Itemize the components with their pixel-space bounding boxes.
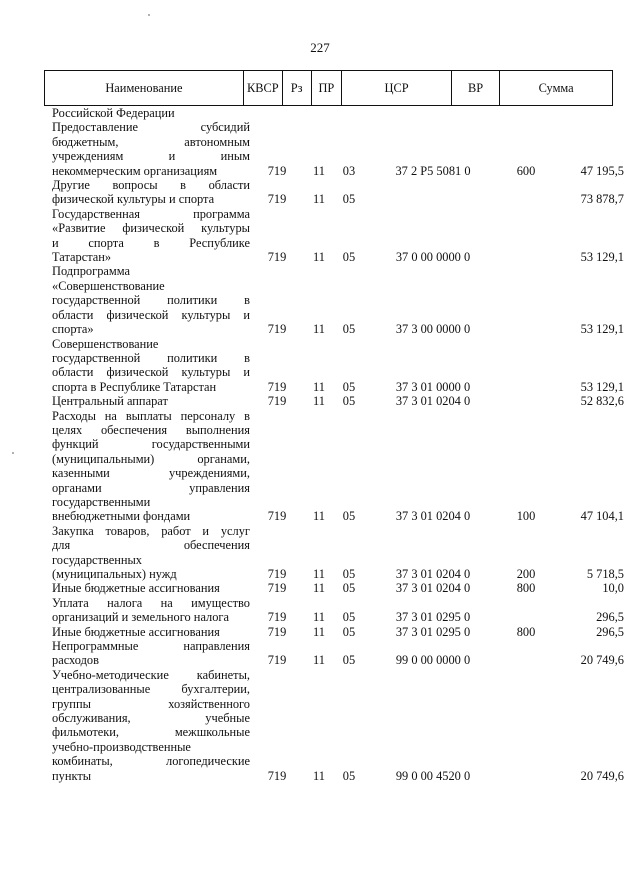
row-name-line: органами управления (52, 480, 250, 495)
row-name (52, 596, 250, 625)
row-csr: 37 3 01 0204 0 (395, 567, 471, 581)
row-pr: 05 (342, 379, 356, 394)
row-name (52, 409, 250, 524)
row-name (52, 207, 250, 265)
row-name-line: (муниципальных) нужд (52, 567, 177, 581)
row-name-line: некоммерческим организациям (52, 163, 218, 178)
row-sum: 5 718,5 (586, 567, 624, 581)
row-rz: 11 (313, 653, 325, 668)
row-rz: 11 (313, 163, 325, 178)
row-rz: 11 (313, 624, 325, 639)
row-name-line: Подпрограмма (52, 264, 130, 279)
row-name (52, 337, 250, 395)
row-name (52, 625, 250, 639)
row-rz: 11 (313, 509, 325, 524)
row-rz: 11 (313, 768, 325, 783)
row-name (52, 668, 250, 783)
row-kvsr: 719 (267, 653, 287, 668)
row-vr: 800 (516, 624, 536, 639)
row-name-line: Уплата налога на имущество (52, 595, 250, 610)
table-row (0, 625, 640, 639)
row-rz: 11 (313, 567, 325, 581)
row-name-line: группы хозяйственного (52, 696, 250, 711)
row-name-line: государственными (52, 494, 151, 509)
row-name-line: функций государственными (52, 437, 250, 452)
row-vr: 600 (516, 163, 536, 178)
row-kvsr: 719 (267, 581, 287, 596)
row-name-line: учебно-производственные (52, 739, 191, 754)
row-rz: 11 (313, 379, 325, 394)
row-name-line: Предоставление субсидий (52, 120, 250, 135)
row-sum: 53 129,1 (580, 322, 624, 337)
row-sum: 20 749,6 (580, 768, 624, 783)
row-name-line: физической культуры и спорта (52, 192, 215, 207)
row-sum: 10,0 (602, 581, 624, 596)
row-name-line: Российской Федерации (52, 106, 175, 120)
row-name-line: области физической культуры и (52, 365, 250, 380)
row-csr: 37 0 00 0000 0 (395, 250, 471, 265)
row-pr: 03 (342, 163, 356, 178)
row-rz: 11 (313, 581, 325, 596)
row-kvsr: 719 (267, 250, 287, 265)
row-name-line: спорта в Республике Татарстан (52, 379, 217, 394)
row-vr: 200 (516, 567, 536, 581)
table-row (0, 106, 640, 120)
header-sum: Сумма (500, 71, 613, 106)
row-name (52, 394, 250, 408)
row-sum: 53 129,1 (580, 250, 624, 265)
row-name (52, 639, 250, 668)
row-name (52, 106, 250, 120)
row-pr: 05 (342, 322, 356, 337)
row-kvsr: 719 (267, 379, 287, 394)
row-csr: 37 2 P5 5081 0 (395, 163, 471, 178)
row-name-line: государственных (52, 552, 143, 567)
table-row (0, 409, 640, 524)
row-name-line: фильмотеки, межшкольные (52, 725, 250, 740)
row-name-line: государственной политики в (52, 293, 250, 308)
header-vr: ВР (451, 71, 499, 106)
page-number: 227 (310, 40, 330, 55)
row-kvsr: 719 (267, 768, 287, 783)
row-name (52, 120, 250, 178)
row-name-line: области физической культуры и (52, 307, 250, 322)
row-name-line: учреждениям и иным (52, 149, 250, 164)
row-name-line: Центральный аппарат (52, 394, 168, 409)
row-name-line: Учебно-методические кабинеты, (52, 667, 250, 682)
row-vr: 800 (516, 581, 536, 596)
table-row (0, 639, 640, 668)
row-name-line: Другие вопросы в области (52, 178, 250, 193)
row-csr: 99 0 00 0000 0 (395, 653, 471, 668)
row-csr: 37 3 01 0295 0 (395, 610, 471, 625)
row-kvsr: 719 (267, 509, 287, 524)
row-pr: 05 (342, 250, 356, 265)
row-sum: 53 129,1 (580, 379, 624, 394)
row-csr: 37 3 01 0204 0 (395, 509, 471, 524)
row-name-line: Иные бюджетные ассигнования (52, 624, 220, 639)
table-row (0, 337, 640, 395)
table-header (44, 70, 613, 106)
row-name-line: пункты (52, 768, 92, 783)
row-pr: 05 (342, 624, 356, 639)
row-rz: 11 (313, 610, 325, 625)
row-pr: 05 (342, 581, 356, 596)
header-rz: Рз (282, 71, 311, 106)
row-name-line: (муниципальными) органами, (52, 451, 250, 466)
table-row (0, 264, 640, 336)
row-name-line: Совершенствование (52, 336, 159, 351)
row-rz: 11 (313, 250, 325, 265)
row-sum: 20 749,6 (580, 653, 624, 668)
table-row (0, 394, 640, 408)
row-csr: 37 3 01 0295 0 (395, 624, 471, 639)
row-rz: 11 (313, 322, 325, 337)
table-row (0, 581, 640, 595)
row-pr: 05 (342, 768, 356, 783)
row-name-line: Закупка товаров, работ и услуг (52, 523, 250, 538)
row-name-line: Татарстан» (52, 250, 112, 265)
row-name-line: обслуживания, учебные (52, 711, 250, 726)
row-name-line: Непрограммные направления (52, 639, 250, 654)
row-name-line: государственной политики в (52, 350, 250, 365)
row-name-line: «Развитие физической культуры (52, 221, 250, 236)
row-name-line: целях обеспечения выполнения (52, 422, 250, 437)
row-csr: 37 3 01 0204 0 (395, 394, 471, 409)
row-pr: 05 (342, 653, 356, 668)
row-name-line: спорта» (52, 322, 94, 337)
row-csr: 37 3 00 0000 0 (395, 322, 471, 337)
row-rz: 11 (313, 192, 325, 207)
row-kvsr: 719 (267, 567, 287, 581)
header-name: Наименование (45, 71, 244, 106)
row-pr: 05 (342, 509, 356, 524)
row-csr: 37 3 01 0204 0 (395, 581, 471, 596)
row-name (52, 264, 250, 336)
table-row (0, 120, 640, 178)
row-name (52, 178, 250, 207)
row-name-line: казенными учреждениями, (52, 466, 250, 481)
row-vr: 100 (516, 509, 536, 524)
row-csr: 37 3 01 0000 0 (395, 379, 471, 394)
row-pr: 05 (342, 567, 356, 581)
row-pr: 05 (342, 610, 356, 625)
row-name-line: расходов (52, 653, 99, 668)
table-row (0, 524, 640, 582)
row-rz: 11 (313, 394, 325, 409)
row-sum: 296,5 (596, 624, 624, 639)
row-pr: 05 (342, 394, 356, 409)
row-name-line: «Совершенствование (52, 278, 165, 293)
row-name-line: Государственная программа (52, 206, 250, 221)
row-name-line: организаций и земельного налога (52, 610, 230, 625)
header-kvsr: КВСР (243, 71, 282, 106)
row-kvsr: 719 (267, 192, 287, 207)
table-body (0, 106, 640, 783)
row-name (52, 581, 250, 595)
row-kvsr: 719 (267, 394, 287, 409)
scan-speck (148, 14, 150, 16)
row-name-line: Расходы на выплаты персоналу в (52, 408, 250, 423)
row-sum: 47 195,5 (580, 163, 624, 178)
row-sum: 47 104,1 (580, 509, 624, 524)
table-row (0, 668, 640, 783)
row-name-line: для обеспечения (52, 538, 250, 553)
row-name-line: и спорта в Республике (52, 235, 250, 250)
row-kvsr: 719 (267, 163, 287, 178)
row-sum: 73 878,7 (580, 192, 624, 207)
row-csr: 99 0 00 4520 0 (395, 768, 471, 783)
row-kvsr: 719 (267, 610, 287, 625)
header-csr: ЦСР (342, 71, 452, 106)
table-row (0, 178, 640, 207)
row-sum: 52 832,6 (580, 394, 624, 409)
scan-speck (12, 452, 14, 454)
table-row (0, 207, 640, 265)
row-sum: 296,5 (596, 610, 624, 625)
row-name-line: внебюджетными фондами (52, 509, 191, 524)
row-name-line: централизованные бухгалтерии, (52, 682, 250, 697)
header-pr: ПР (311, 71, 342, 106)
row-pr: 05 (342, 192, 356, 207)
table-row (0, 596, 640, 625)
row-name-line: комбинаты, логопедические (52, 754, 250, 769)
row-kvsr: 719 (267, 624, 287, 639)
row-name-line: Иные бюджетные ассигнования (52, 581, 220, 596)
row-name (52, 524, 250, 582)
row-kvsr: 719 (267, 322, 287, 337)
row-name-line: бюджетным, автономным (52, 134, 250, 149)
